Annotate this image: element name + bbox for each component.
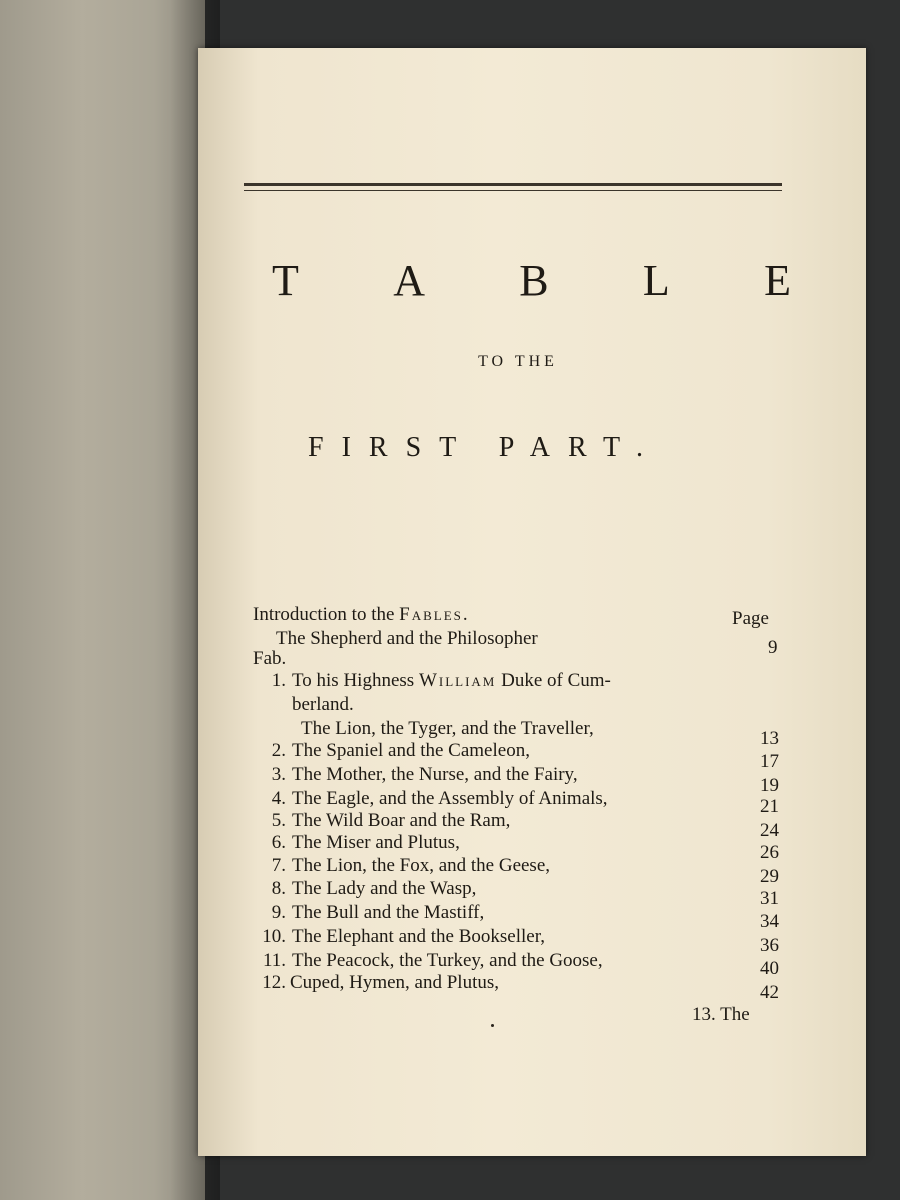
entry-number: 5. [271,810,286,831]
entry-title: The Elephant and the Bookseller, [292,926,546,947]
header-rule-thick [244,183,782,186]
entry-page: 21 [760,796,779,817]
entry-number: 3. [271,764,286,785]
header-rule-thin [244,190,782,191]
fab-label: Fab. [253,648,287,669]
intro-page-number: 9 [768,637,778,658]
entry-number: 1. [271,670,286,691]
entry-title: The Miser and Plutus, [292,832,460,853]
entry-number: 6. [271,832,286,853]
intro-shepherd: The Shepherd and the Philosopher [276,628,538,649]
entry-number: 8. [271,878,286,899]
entry-title-part: To his Highness [292,670,419,691]
entry-page: 24 [760,820,779,841]
entry-page: 31 [760,888,779,909]
entry-title: The Bull and the Mastiff, [292,902,485,923]
entry-page: 17 [760,751,779,772]
entry-title: The Peacock, the Turkey, and the Goose, [292,950,603,971]
intro-label: Introduction to the [253,604,395,625]
subtitle: TO THE [478,353,558,370]
entry-number: 10. [262,926,286,947]
entry-number: 12. [262,972,286,993]
title-letter: T [272,256,300,305]
title-letter: E [764,256,792,305]
entry-number: 7. [271,855,286,876]
entry-number: 2. [271,740,286,761]
entry-page: 13 [760,728,779,749]
entry-title: The Wild Boar and the Ram, [292,810,511,831]
page-column-label: Page [732,608,769,629]
entry-title: The Mother, the Nurse, and the Fairy, [292,764,578,785]
catchword: 13. The [692,1004,750,1025]
entry-number: 4. [271,788,286,809]
part-heading: FIRST PART. [308,432,661,463]
entry-title [292,670,611,692]
entry-title-name: William [418,670,497,691]
entry-title: The Lion, the Fox, and the Geese, [292,855,551,876]
entry-title: The Lion, the Tyger, and the Traveller, [301,718,594,739]
ink-speck [491,1024,494,1027]
title-letter: A [393,256,426,305]
entry-page: 26 [760,842,779,863]
entry-number: 11. [262,950,286,971]
entry-page: 19 [760,775,779,796]
entry-number: 9. [271,902,286,923]
intro-line [253,604,470,626]
entry-title: The Eagle, and the Assembly of Animals, [292,788,608,809]
entry-page: 42 [760,982,779,1003]
entry-title: The Lady and the Wasp, [292,878,477,899]
entry-page: 34 [760,911,779,932]
book-page [198,48,866,1156]
intro-label-fables: Fables. [399,604,470,625]
entry-title-continued: berland. [292,694,354,715]
entry-page: 40 [760,958,779,979]
entry-title-part: Duke of Cum- [496,670,611,691]
entry-title: The Spaniel and the Cameleon, [292,740,530,761]
entry-page: 36 [760,935,779,956]
entry-page: 29 [760,866,779,887]
title-letter: L [642,256,671,305]
page-title [272,255,792,306]
entry-title: Cuped, Hymen, and Plutus, [290,972,499,993]
title-letter: B [519,256,550,305]
